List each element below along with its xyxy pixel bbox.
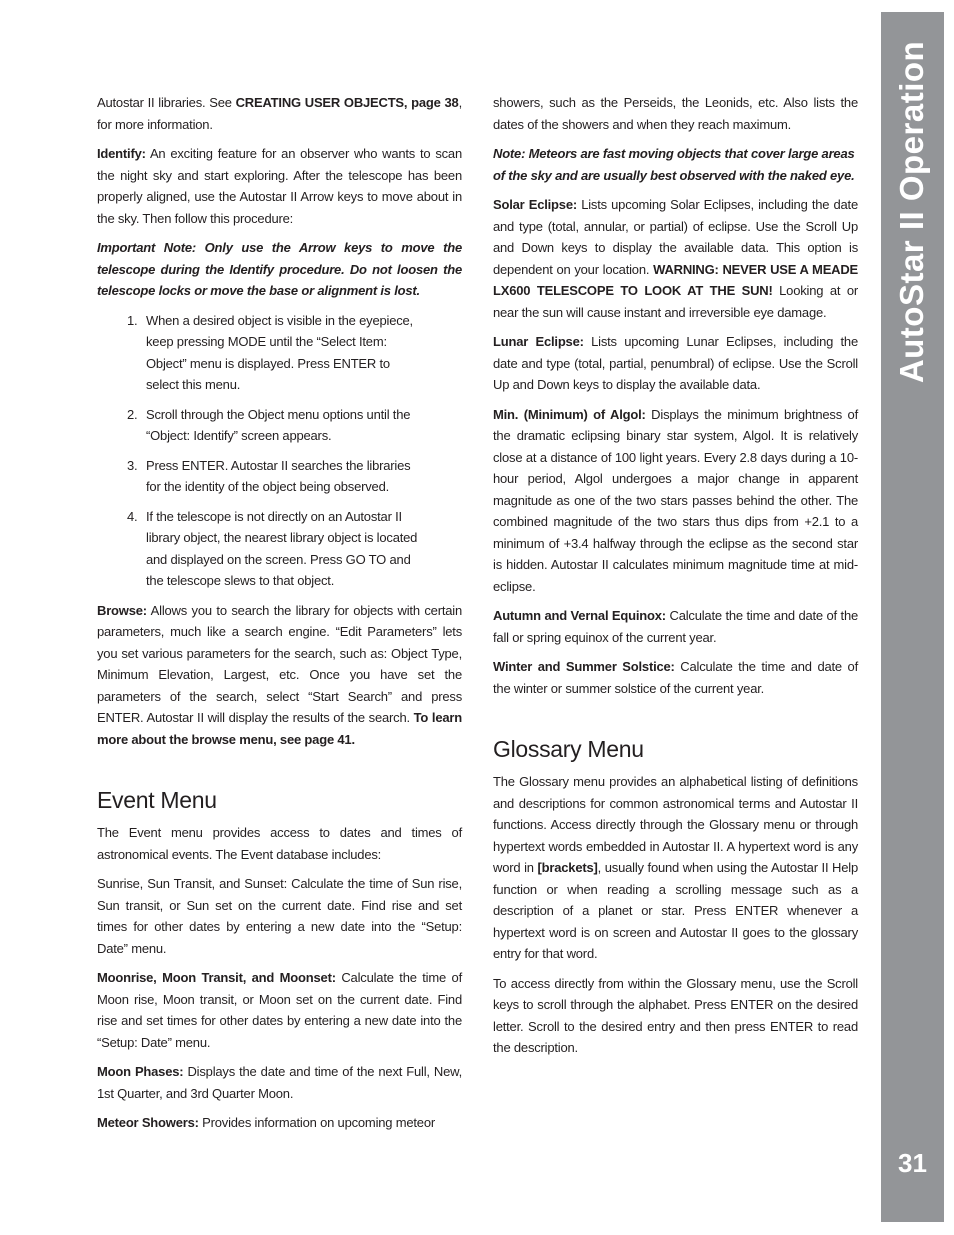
step-item: 1. When a desired object is visible in the eyepiece, keep pressing MODE until the “Select Item: Object” menu is displayed. Press ENTER to select this menu. [127, 312, 413, 392]
lunar-eclipse-paragraph: Lunar Eclipse: Lists upcoming Lunar Eclipses, including the date and type (total, partial, penumbral) of eclipse. Use the Scroll Up and Down keys to display the available data. [493, 334, 858, 392]
event-intro: The Event menu provides access to dates and times of astronomical events. The Event database includes: [97, 825, 462, 862]
glossary-access-paragraph: To access directly from within the Glossary menu, use the Scroll keys to scroll through the alphabet. Press ENTER on the desired letter. Scroll to the desired entry and then press ENTER to read the description. [493, 975, 858, 1055]
browse-paragraph: Browse: Allows you to search the library for objects with certain parameters, much like a search engine. “Edit Parameters” lets you set various parameters for the search, such as: Object Type, Minimum Elevation, Largest, etc. Once you have set the parameters of the search, select “Start Search” and press ENTER. Autostar II will display the results of the search. To learn more about the browse menu, see page 41. [97, 602, 462, 747]
solstice-paragraph: Winter and Summer Solstice: Calculate the time and date of the winter or summer solstice of the current year. [493, 659, 858, 696]
meteor-note: Note: Meteors are fast moving objects that cover large areas of the sky and are usually best observed with the naked eye. [493, 146, 855, 183]
meteor-paragraph: Meteor Showers: Provides information on upcoming meteor [97, 1115, 435, 1130]
cross-reference: CREATING USER OBJECTS, page 38 [235, 95, 459, 110]
chapter-title: AutoStar II Operation [893, 40, 931, 384]
left-column [97, 92, 462, 1142]
right-column [493, 92, 858, 1067]
event-menu-heading: Event Menu [97, 787, 217, 813]
moonrise-paragraph: Moonrise, Moon Transit, and Moonset: Calculate the time of Moon rise, Moon transit, or Moon set on the current date. Find rise and set times for other dates by entering a new date into the “Setup: Date” menu. [97, 970, 462, 1050]
step-item: 2. Scroll through the Object menu options until the “Object: Identify” screen appears. [127, 406, 411, 443]
page-number: 31 [898, 1148, 927, 1178]
identify-paragraph: Identify: An exciting feature for an observer who wants to scan the night sky and start exploring. After the telescope has been properly aligned, use the Autostar II Arrow keys to move about in the sky. Then follow this procedure: [97, 146, 462, 226]
important-note: Important Note: Only use the Arrow keys to move the telescope during the Identify procedure. Do not loosen the telescope locks or move the base or alignment is lost. [97, 240, 462, 298]
step-item: 4. If the telescope is not directly on an Autostar II library object, the nearest library object is located and displayed on the screen. Press GO TO and the telescope slews to that object. [127, 508, 418, 588]
sunrise-paragraph: Sunrise, Sun Transit, and Sunset: Calculate the time of Sun rise, Sun transit, or Sun set on the current date. Find rise and set times for other dates by entering a new date into the “Setup: Date” menu. [97, 876, 462, 956]
identify-label: Identify: [97, 146, 146, 161]
equinox-paragraph: Autumn and Vernal Equinox: Calculate the time and date of the fall or spring equinox of the current year. [493, 608, 859, 645]
glossary-paragraph: The Glossary menu provides an alphabetical listing of definitions and descriptions for common astronomical terms and Autostar II functions. Access directly through the Glossary menu or through hypertext words embedded in Autostar II. A hypertext word is any word in [brackets], usually found when using the Autostar II Help function or when reading a scrolling message such as a description of a planet or star. Press ENTER whenever a hypertext word is on screen and Autostar II goes to the glossary entry for that word. [493, 774, 858, 961]
intro-paragraph: Autostar II libraries. See CREATING USER OBJECTS, page 38, for more information. [97, 95, 462, 132]
algol-paragraph: Min. (Minimum) of Algol: Displays the minimum brightness of the dramatic eclipsing binary star system, Algol. It is relatively close at a distance of 100 light years. Every 2.8 days during a 10-hour period, Algol undergoes a major change in apparent magnitude as one of the two stars passes behind the other. The combined magnitude of the two stars thus dips from +2.1 to a minimum of +3.4 halfway through the eclipse as the second star is hidden. Autostar II calculates minimum magnitude time at mid-eclipse. [493, 406, 858, 594]
moon-phases-paragraph: Moon Phases: Displays the date and time of the next Full, New, 1st Quarter, and 3rd Quarter Moon. [97, 1064, 462, 1101]
glossary-menu-heading: Glossary Menu [493, 736, 644, 762]
solar-eclipse-paragraph: Solar Eclipse: Lists upcoming Solar Eclipses, including the date and type (total, annular, or partial) of eclipse. Use the Scroll Up and Down keys to display the available data. This option is dependent on your location. WARNING: NEVER USE A MEADE LX600 TELESCOPE TO LOOK AT THE SUN! Looking at or near the sun will cause instant and irreversible eye damage. [493, 197, 859, 320]
sun-warning: WARNING: NEVER USE A MEADE LX600 TELESCOPE TO LOOK AT THE SUN! [493, 261, 859, 298]
browse-label: Browse: [97, 602, 147, 618]
meteor-continued: showers, such as the Perseids, the Leonids, etc. Also lists the dates of the showers and when they reach maximum. [493, 95, 858, 132]
step-item: 3. Press ENTER. Autostar II searches the libraries for the identity of the object being observed. [127, 457, 411, 494]
identify-steps [97, 310, 462, 592]
